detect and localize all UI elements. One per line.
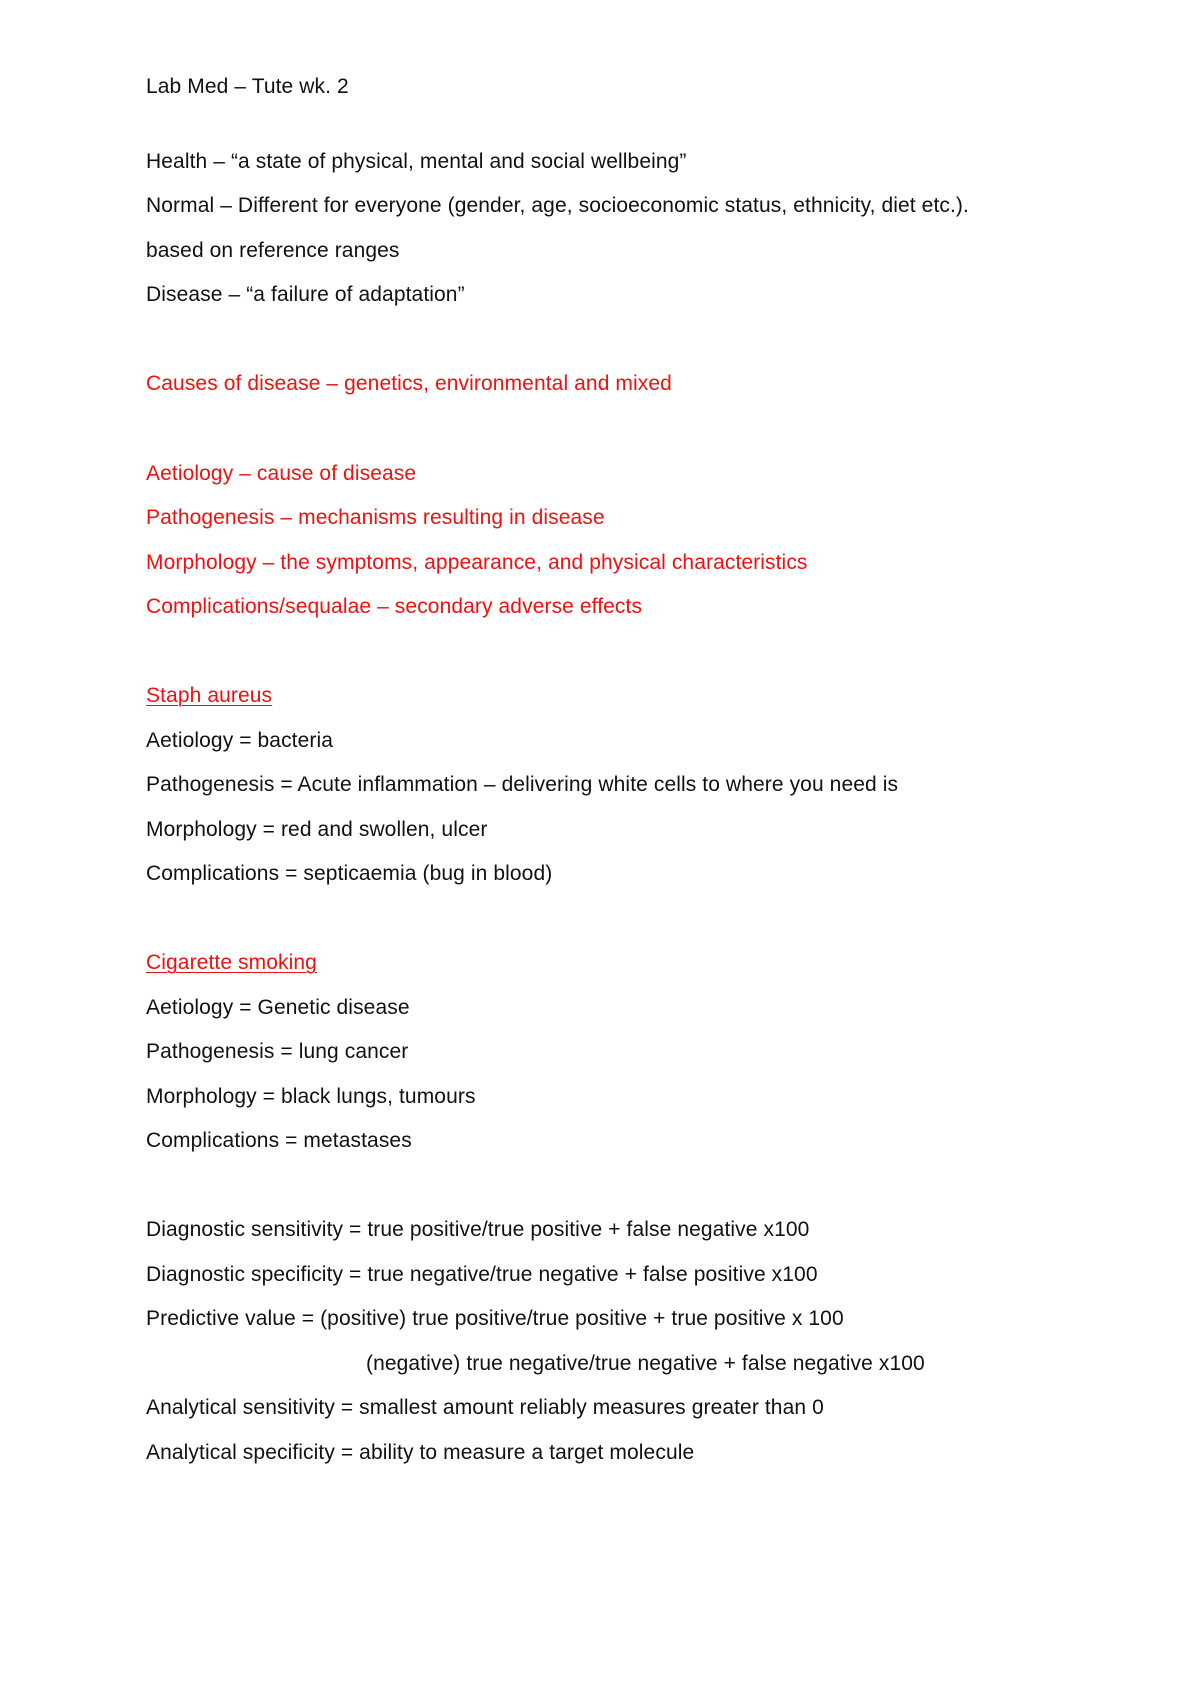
document-title: Lab Med – Tute wk. 2	[146, 75, 349, 98]
diagnostic-specificity: Diagnostic specificity = true negative/true negative + false positive x100	[146, 1263, 818, 1286]
smoking-pathogenesis: Pathogenesis = lung cancer	[146, 1040, 409, 1063]
definition-normal-continued: based on reference ranges	[146, 239, 400, 262]
smoking-aetiology: Aetiology = Genetic disease	[146, 996, 410, 1019]
staph-morphology: Morphology = red and swollen, ulcer	[146, 818, 488, 841]
staph-heading: Staph aureus	[146, 684, 273, 707]
definition-disease: Disease – “a failure of adaptation”	[146, 283, 465, 306]
term-morphology: Morphology – the symptoms, appearance, and physical characteristics	[146, 551, 808, 574]
term-aetiology: Aetiology – cause of disease	[146, 462, 417, 485]
staph-aetiology: Aetiology = bacteria	[146, 729, 334, 752]
staph-pathogenesis: Pathogenesis = Acute inflammation – delivering white cells to where you need is	[146, 773, 899, 796]
analytical-sensitivity: Analytical sensitivity = smallest amount reliably measures greater than 0	[146, 1396, 824, 1419]
term-complications: Complications/sequalae – secondary adverse effects	[146, 595, 643, 618]
diagnostic-sensitivity: Diagnostic sensitivity = true positive/true positive + false negative x100	[146, 1218, 810, 1241]
smoking-complications: Complications = metastases	[146, 1129, 412, 1152]
definition-normal: Normal – Different for everyone (gender, age, socioeconomic status, ethnicity, diet etc.).	[146, 194, 969, 217]
predictive-value-positive: Predictive value = (positive) true positive/true positive + true positive x 100	[146, 1307, 844, 1330]
predictive-value-negative: (negative) true negative/true negative + false negative x100	[366, 1352, 925, 1375]
definition-health: Health – “a state of physical, mental and social wellbeing”	[146, 150, 687, 173]
causes-of-disease: Causes of disease – genetics, environmental and mixed	[146, 372, 672, 395]
smoking-morphology: Morphology = black lungs, tumours	[146, 1085, 476, 1108]
staph-complications: Complications = septicaemia (bug in blood)	[146, 862, 553, 885]
analytical-specificity: Analytical specificity = ability to measure a target molecule	[146, 1441, 695, 1464]
smoking-heading: Cigarette smoking	[146, 951, 317, 974]
term-pathogenesis: Pathogenesis – mechanisms resulting in disease	[146, 506, 605, 529]
